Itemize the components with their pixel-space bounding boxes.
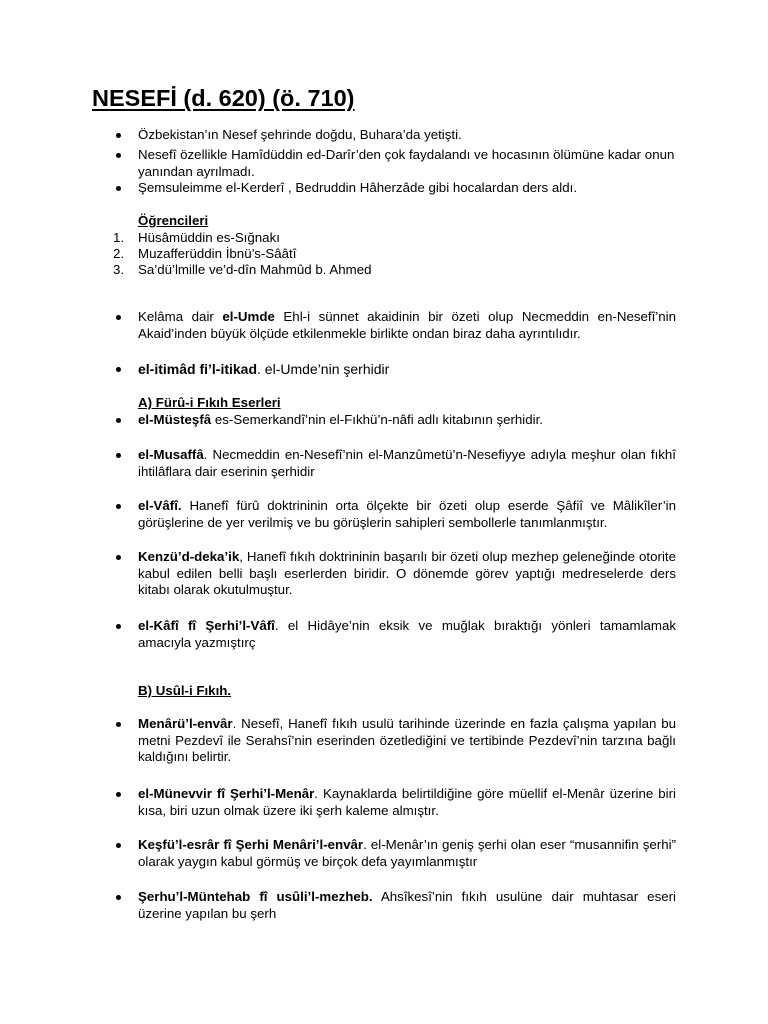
work-title: el-itimâd fi’l-itikad — [138, 361, 258, 377]
bio-item: Şemsuleimme el-Kerderî , Bedruddin Hâherzâde gibi hocalardan ders aldı. — [138, 180, 676, 197]
usul-item: Keşfü’l-esrâr fî Şerhi Menâri’l-envâr. el-Menâr’ın geniş şerhi olan eser “musannifin şerhi” olarak yaygın kabul görmüş ve birçok defa yayımlanmıştır — [138, 837, 676, 869]
students-heading: Öğrencileri — [138, 213, 209, 228]
usul-item: el-Münevvir fî Şerhi’l-Menâr. Kaynaklarda belirtildiğine göre müellif el-Menâr üzerine biri kısa, biri uzun olmak üzere iki şerh kaleme almıştır. — [138, 786, 676, 818]
furu-item: el-Musaffâ. Necmeddin en-Nesefî’nin el-Manzûmetü’n-Nesefiyye adıyla meşhur olan fıkhî ihtilâflara dair eserinin şerhidir — [138, 447, 676, 479]
usul-item: Menârü’l-envâr. Nesefî, Hanefî fıkıh usulü tarihinde üzerinde en fazla çalışma yapılan bu metni Pezdevî ile Serahsî’nin eserinden özetlediğini ve tertibinde Pezdevî’nin tarzına bağlı kaldığını belirtir. — [138, 716, 676, 764]
work-title: el-Kâfî fî Şerhi’l-Vâfî — [138, 618, 275, 633]
furu-item: el-Vâfî. Hanefî fürû doktrininin orta ölçekte bir özeti olup eserde Şâfiî ve Mâlikîler’in görüşlerine de yer verilmiş ve bu görüşlerin sahipleri sembollerle tanımlanmıştır. — [138, 498, 676, 530]
kalam-item: el-itimâd fi’l-itikad. el-Umde’nin şerhidir — [138, 361, 676, 378]
page-title: NESEFİ (d. 620) (ö. 710) — [92, 85, 355, 111]
document-page: NESEFİ (d. 620) (ö. 710) Özbekistan’ın Nesef şehrinde doğdu, Buhara’da yetişti. Nesefî özellikle Hamîdüddin ed-Darîr’den çok faydalandı ve hocasının ölümüne kadar onun yanından ayrılmadı. Şemsuleimme el-Kerderî , Bedruddin Hâherzâde gibi hocalardan ders aldı. Öğrencileri 1. Hüsâmüddin es-Sığnakı 2. Muzafferüddin İbnü’s-Sââtî 3. Sa’dü’lmille ve’d-dîn Mahmûd b. Ahmed Kelâma dair el-Umde Ehl-i sünnet akaidinin bir özeti olup Necmeddin en-Nesefî’nin Akaid’inden büyük ölçüde etkilenmekle birlikte ondan biraz daha ayrıntılıdır. el-itimâd fi’l-itikad. el-Umde’nin şerhidir A) Fürû-i Fıkıh Eserleri el-Müsteşfâ es-Semerkandî’nin el-Fıkhü’n-nâfi adlı kitabının şerhidir. el-Musaffâ. Necmeddin en-Nesefî’nin el-Manzûmetü’n-Nesefiyye adıyla meşhur olan fıkhî ihtilâflara dair eserinin şerhidir el-Vâfî. Hanefî fürû doktrininin orta ölçekte bir özeti olup eserde Şâfiî ve Mâlikîler’in görüşlerine de yer verilmiş ve bu görüşlerin sahipleri sembollerle tanımlanmıştır. Kenzü’d-deka’ik, Hanefî fıkıh doktrininin başarılı bir özeti olup mezhep geleneğinde otorite kabul edilen belli başlı eserlerden biridir. O dönemde görev yaptığı medreselerde ders kitabı olarak okutulmuştur. el-Kâfî fî Şerhi’l-Vâfî. el Hidâye’nin eksik ve muğlak bıraktığı yönleri tamamlamak amacıyla yazmıştırç B) Usûl-i Fıkıh. Menârü’l-envâr. Nesefî, Hanefî fıkıh usulü tarihinde üzerinde en fazla çalışma yapılan bu metni Pezdevî ile Serahsî’nin eserinden özetlediğini ve tertibinde Pezdevî’nin tarzına bağlı kaldığını belirtir. el-Münevvir fî Şerhi’l-Menâr. Kaynaklarda belirtildiğine göre müellif el-Menâr üzerine biri kısa, biri uzun olmak üzere iki şerh kaleme almıştır. Keşfü’l-esrâr fî Şerhi Menâri’l-envâr. el-Menâr’ın geniş şerhi olan eser “musannifin şerhi” olarak yaygın kabul görmüş ve birçok defa yayımlanmıştır Şerhu’l-Müntehab fî usûli’l-mezheb. Ahsîkesî’nin fıkıh usulüne dair muhtasar eseri üzerine yapılan bu şerh — [92, 85, 677, 921]
work-title: el-Müsteşfâ — [138, 412, 212, 427]
work-title: el-Münevvir fî Şerhi’l-Menâr — [138, 786, 315, 801]
work-title: el-Musaffâ — [138, 447, 204, 462]
furu-heading: A) Fürû-i Fıkıh Eserleri — [138, 395, 281, 410]
work-title: el-Vâfî. — [138, 498, 182, 513]
furu-item: el-Kâfî fî Şerhi’l-Vâfî. el Hidâye’nin eksik ve muğlak bıraktığı yönleri tamamlamak amacıyla yazmıştırç — [138, 618, 676, 650]
kalam-item: Kelâma dair el-Umde Ehl-i sünnet akaidinin bir özeti olup Necmeddin en-Nesefî’nin Akaid’inden büyük ölçüde etkilenmekle birlikte ondan biraz daha ayrıntılıdır. — [138, 309, 676, 341]
work-title: Keşfü’l-esrâr fî Şerhi Menâri’l-envâr — [138, 837, 364, 852]
furu-item: el-Müsteşfâ es-Semerkandî’nin el-Fıkhü’n-nâfi adlı kitabının şerhidir. — [138, 412, 676, 429]
work-title: Şerhu’l-Müntehab fî usûli’l-mezheb. — [138, 889, 373, 904]
usul-item: Şerhu’l-Müntehab fî usûli’l-mezheb. Ahsîkesî’nin fıkıh usulüne dair muhtasar eseri üzerine yapılan bu şerh — [138, 889, 677, 921]
bio-item: Özbekistan’ın Nesef şehrinde doğdu, Buhara’da yetişti. — [138, 127, 676, 144]
work-title: Kenzü’d-deka’ik — [138, 549, 240, 564]
usul-heading: B) Usûl-i Fıkıh. — [138, 683, 232, 698]
work-title: Menârü’l-envâr — [138, 716, 233, 731]
work-title: el-Umde — [222, 309, 275, 324]
furu-item: Kenzü’d-deka’ik, Hanefî fıkıh doktrininin başarılı bir özeti olup mezhep geleneğinde otorite kabul edilen belli başlı eserlerden biridir. O dönemde görev yaptığı medreselerde ders kitabı olarak okutulmuştur. — [138, 549, 676, 597]
bio-item: Nesefî özellikle Hamîdüddin ed-Darîr’den çok faydalandı ve hocasının ölümüne kadar onun yanından ayrılmadı. — [138, 147, 675, 179]
